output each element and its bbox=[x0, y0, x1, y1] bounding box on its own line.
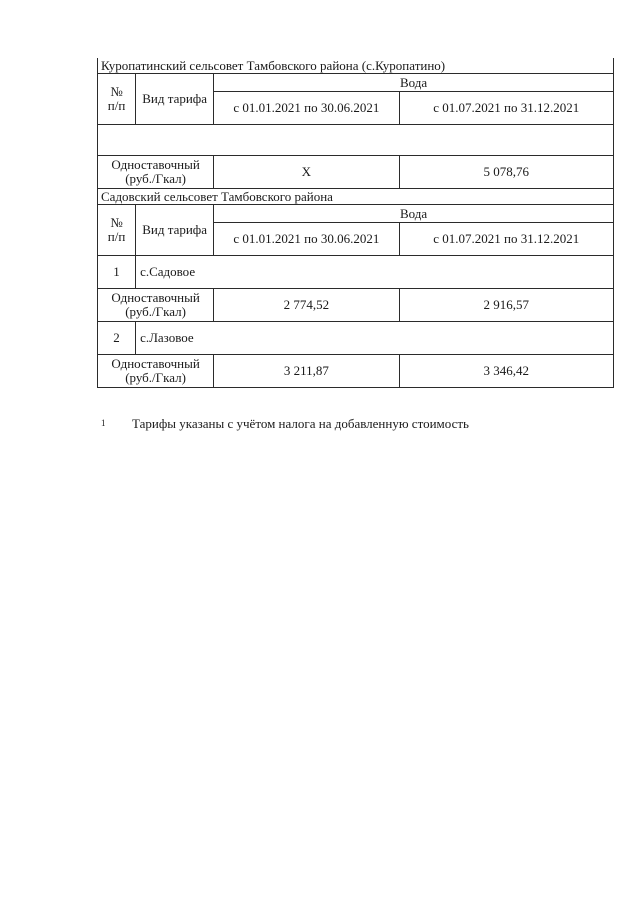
header-num-text: № п/п bbox=[107, 215, 126, 244]
table-row bbox=[98, 355, 614, 388]
rate-label bbox=[98, 156, 214, 189]
location-name: с.Лазовое bbox=[136, 322, 614, 355]
location-row bbox=[98, 322, 614, 355]
header-num bbox=[98, 74, 136, 125]
section-title: Садовский сельсовет Тамбовского района bbox=[98, 189, 614, 205]
location-num: 2 bbox=[98, 322, 136, 355]
rate-label-text: Одноставочный (руб./Гкал) bbox=[111, 290, 200, 319]
header-kind: Вид тарифа bbox=[136, 74, 214, 125]
footnote-text: Тарифы указаны с учётом налога на добавленную стоимость bbox=[132, 416, 469, 431]
rate-label bbox=[98, 355, 214, 388]
location-row bbox=[98, 256, 614, 289]
footnote-mark: 1 bbox=[101, 418, 106, 428]
header-num-text: № п/п bbox=[107, 84, 126, 113]
location-name: с.Садовое bbox=[136, 256, 614, 289]
rate-label-text: Одноставочный (руб./Гкал) bbox=[111, 157, 200, 186]
value-period-1: 2 774,52 bbox=[214, 289, 399, 322]
value-period-2: 3 346,42 bbox=[399, 355, 613, 388]
blank-cell bbox=[98, 125, 614, 156]
rate-label bbox=[98, 289, 214, 322]
location-num: 1 bbox=[98, 256, 136, 289]
header-water: Вода bbox=[214, 205, 614, 223]
header-row bbox=[98, 74, 614, 92]
table-row bbox=[98, 289, 614, 322]
section-title: Куропатинский сельсовет Тамбовского района (с.Куропатино) bbox=[98, 58, 614, 74]
blank-row bbox=[98, 125, 614, 156]
rate-label-text: Одноставочный (руб./Гкал) bbox=[111, 356, 200, 385]
table-row bbox=[98, 156, 614, 189]
value-period-2: 5 078,76 bbox=[399, 156, 613, 189]
value-period-1: Х bbox=[214, 156, 399, 189]
header-num bbox=[98, 205, 136, 256]
header-water: Вода bbox=[214, 74, 614, 92]
value-period-2: 2 916,57 bbox=[399, 289, 613, 322]
section-header-row bbox=[98, 189, 614, 205]
header-row bbox=[98, 205, 614, 223]
header-period-1: с 01.01.2021 по 30.06.2021 bbox=[214, 223, 399, 256]
header-period-2: с 01.07.2021 по 31.12.2021 bbox=[399, 223, 613, 256]
header-kind: Вид тарифа bbox=[136, 205, 214, 256]
section-header-row bbox=[98, 58, 614, 74]
header-period-2: с 01.07.2021 по 31.12.2021 bbox=[399, 92, 613, 125]
header-period-1: с 01.01.2021 по 30.06.2021 bbox=[214, 92, 399, 125]
value-period-1: 3 211,87 bbox=[214, 355, 399, 388]
tariff-table bbox=[97, 58, 614, 388]
